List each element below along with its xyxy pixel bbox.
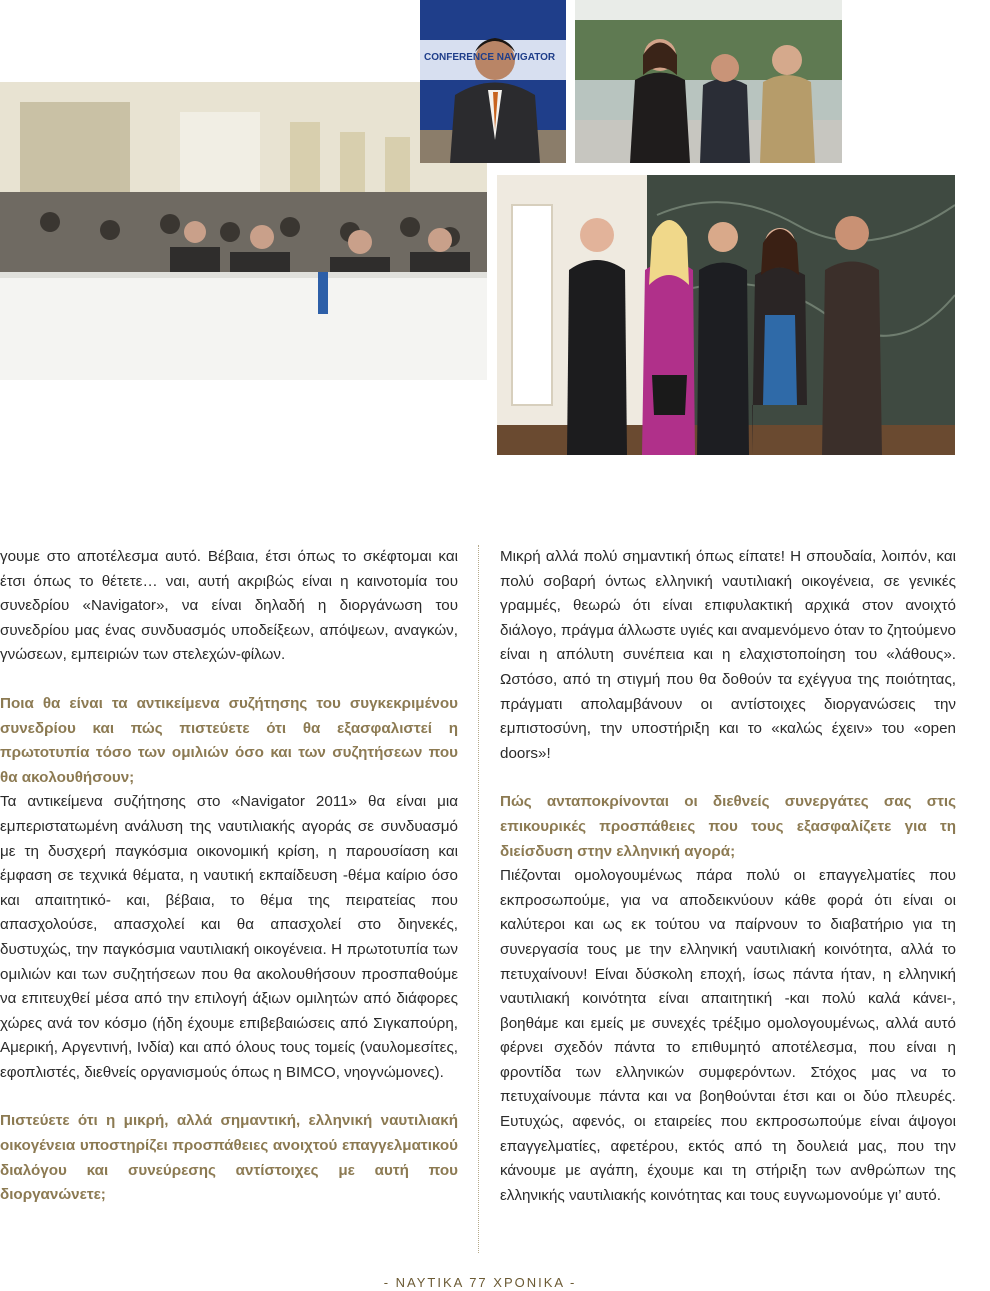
page-footer: - ΝΑΥΤΙΚΑ 77 ΧΡΟΝΙΚΑ - <box>383 1275 577 1290</box>
question-international-partners: Πώς ανταποκρίνονται οι διεθνείς συνεργάτες σας στις επικουρικές προσπάθειες που τους εξασφαλίζετε για τη διείσδυση στην ελληνική αγορά; <box>500 793 956 860</box>
right-text-column <box>500 545 956 1208</box>
answer-international-partners: Πιέζονται ομολογουμένως πάρα πολύ οι επαγγελματίες που εκπροσωπούμε, για να αποδεικνύουν κάθε φορά ότι είναι οι καλύτεροι και ως εκ τούτου να παίρνουν το διαβατήριο για τη συνεργασία τους με την ελληνική ναυτιλιακή κοινότητα, αλλά το πετυχαίνουν! Είναι δύσκολη εποχή, ίσως πάντα ήταν, η ελληνική ναυτιλιακή κοινότητα είναι απαιτητική -και πολύ καλά κάνει-, βοηθάμε και εμείς με συνεχές τρέξιμο ομολογουμένως, αλλά αυτό φέρνει σχεδόν πάντα το επιθυμητό αποτέλεσμα, που είναι η φροντίδα των ελληνικών συμφερόντων. Στόχος μας να το πετυχαίνουμε πάντα και να βοηθούνται έτσι και οι δύο πλευρές. Ευτυχώς, αφενός, οι εταιρείες που εκπροσωπούμε είναι άψογοι επαγγελματίες, αφετέρου, εκτός από τη δουλειά μας, που την κάνουμε με αγάπη, έχουμε και τη στήριξη των ανθρώπων της ελληνικής ναυτιλιακής κοινότητας και τους ευγνωμονούμε γι’ αυτό. <box>500 867 956 1204</box>
column-divider <box>478 545 479 1253</box>
conference-banner-text: CONFERENCE NAVIGATOR <box>424 52 556 63</box>
conference-hall-photo <box>0 82 487 380</box>
answer-greek-family: Μικρή αλλά πολύ σημαντική όπως είπατε! Η σπουδαία, λοιπόν, και πολύ σοβαρή όντως ελληνική ναυτιλιακή οικογένεια, σε γενικές γραμμές, θεωρώ ότι είναι επιφυλακτική αρχικά στον ανοιχτό διάλογο, πράγμα άλλωστε υγιές και αναμενόμενο όταν το ζητούμενο είναι η απόλυτη συνέπεια και η ελαχιστοποίηση του «λάθους». Ωστόσο, από τη στιγμή που θα δοθούν τα εχέγγυα της ποιότητας, πράγματι απολαμβάνουν οι αντίστοιχες διοργανώσεις την εμπιστοσύνη, την υποστήριξη και το «καλώς έχειν» του «open doors»! <box>500 548 956 762</box>
answer-topics: Τα αντικείμενα συζήτησης στο «Navigator 2011» θα είναι μια εμπεριστατωμένη ανάλυση της ναυτιλιακής αγοράς σε συνδυασμό με τη δυσχερή παγκόσμια οικονομική κρίση, η παρουσίαση και έμφαση σε τεχνικά θέματα, η ναυτική εκπαίδευση -θέμα καίριο όσο και απαιτητικό- και, βέβαια, το θέμα της πειρατείας που απασχολούσε, απασχολεί και θα απασχολεί στο διηνεκές, δυστυχώς, την παγκόσμια ναυτιλιακή οικογένεια. Η πρωτοτυπία των ομιλιών και των συζητήσεων που θα ακολουθήσουν προσπαθούμε να επιτευχθεί μέσα από την επιλογή άξιων ομιλητών από διάφορες χώρες ανά τον κόσμο (ήδη έχουμε επιβεβαιώσεις από Σιγκαπούρη, Αμερική, Αργεντινή, Ινδία) και από όλους τους τομείς (ναυλομεσίτες, εφοπλιστές, διεθνείς οργανισμούς όπως η BIMCO, νηογνώμονες). <box>0 793 458 1081</box>
lobby-group-photo <box>575 0 842 163</box>
question-greek-family: Πιστεύετε ότι η μικρή, αλλά σημαντική, ελληνική ναυτιλιακή οικογένεια υποστηρίζει προσπάθειες ανοιχτού επαγγελματικού διαλόγου και συνεύρεσης αντίστοιχες με αυτή που διοργανώνετε; <box>0 1112 458 1204</box>
question-topics: Ποια θα είναι τα αντικείμενα συζήτησης του συγκεκριμένου συνεδρίου και πώς πιστεύετε ότι θα εξασφαλιστεί η πρωτοτυπία τόσο των ομιλιών όσο και των συζητήσεων που θα ακολουθήσουν; <box>0 694 458 786</box>
left-text-column <box>0 545 458 1208</box>
speaker-photo <box>420 0 566 163</box>
marble-wall-group-photo <box>497 175 955 455</box>
paragraph-intro: γουμε στο αποτέλεσμα αυτό. Βέβαια, έτσι όπως το σκέφτομαι και έτσι όπως το θέτετε… ναι, αυτή ακριβώς είναι η καινοτομία του συνεδρίου «Navigator», να είναι δηλαδή η διοργάνωση του συνεδρίου μας ένας συνδυασμός υποδείξεων, απόψεων, αναγκών, γνώσεων, εμπειριών των στελεχών-φίλων. <box>0 548 458 664</box>
